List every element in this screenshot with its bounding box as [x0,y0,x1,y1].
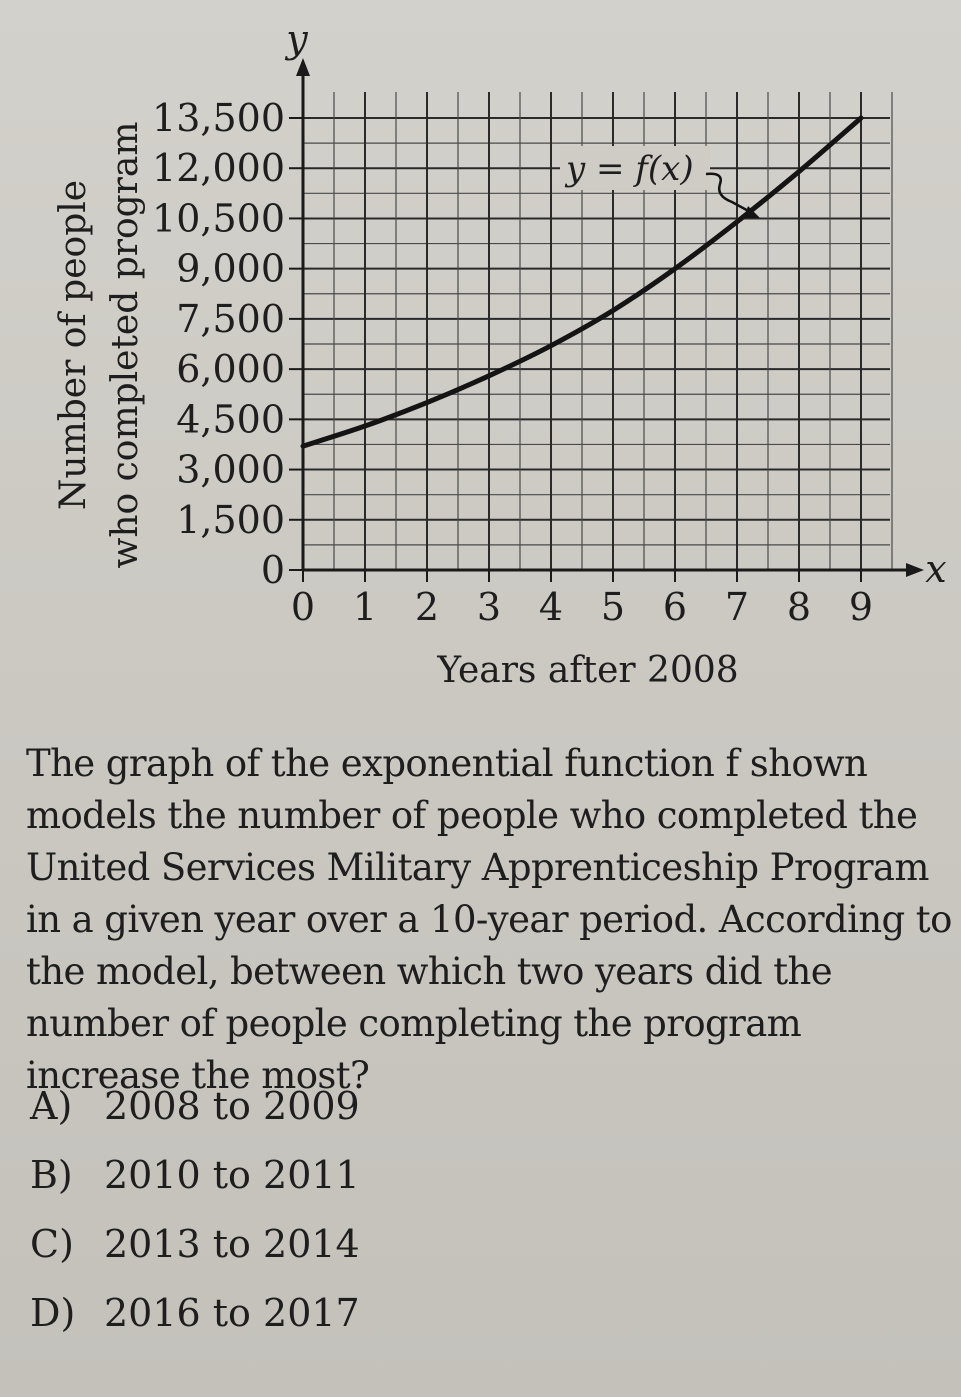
y-axis-variable: y [286,17,308,61]
x-tick-label: 9 [848,585,874,629]
choice-c-text: 2013 to 2014 [104,1222,360,1266]
answer-choices [30,1072,360,1348]
choice-d[interactable] [30,1279,360,1348]
x-tick-label: 1 [352,585,378,629]
choice-b-letter: B) [30,1153,73,1197]
x-tick-label: 0 [290,585,316,629]
curve-label: y = f(x) [566,149,694,189]
x-tick-label: 4 [538,585,564,629]
choice-a-letter: A) [30,1084,73,1128]
choice-d-letter: D) [30,1291,76,1335]
y-tick-label: 10,500 [152,196,285,241]
y-axis-label-line-2: who completed program [105,121,146,569]
x-tick-label: 8 [786,585,812,629]
choice-a[interactable] [30,1072,360,1141]
choice-b-text: 2010 to 2011 [104,1153,360,1197]
x-tick-label: 3 [476,585,502,629]
y-tick-label: 12,000 [152,146,285,191]
choice-c[interactable] [30,1210,360,1279]
y-tick-label: 0 [260,548,285,592]
choice-b[interactable] [30,1141,360,1210]
x-tick-label: 2 [414,585,440,629]
y-tick-label: 9,000 [176,246,285,291]
y-tick-label: 13,500 [152,96,285,140]
x-tick-label: 7 [724,585,750,629]
y-axis-label-line-1: Number of people [53,179,94,511]
question-text: The graph of the exponential function f shown models the number of people who completed the United Services Military Apprenticeship Program in a given year over a 10-year period. According to the model, between which two years did the number of people completing the program increase the most? [26,742,952,1097]
y-tick-label: 6,000 [176,347,285,392]
x-tick-label: 5 [600,585,626,629]
y-tick-label: 3,000 [176,447,285,492]
choice-c-letter: C) [30,1222,74,1266]
y-tick-label: 1,500 [176,497,285,542]
y-tick-label: 4,500 [176,397,285,442]
choice-d-text: 2016 to 2017 [104,1291,360,1335]
x-tick-label: 6 [662,585,688,629]
x-axis-arrow [906,563,924,577]
choice-a-text: 2008 to 2009 [104,1084,360,1128]
x-axis-variable: x [925,547,947,591]
y-axis-label-group [53,122,146,569]
chart-axes [284,17,946,591]
x-axis-label: Years after 2008 [437,650,739,691]
y-tick-label: 7,500 [176,296,285,341]
